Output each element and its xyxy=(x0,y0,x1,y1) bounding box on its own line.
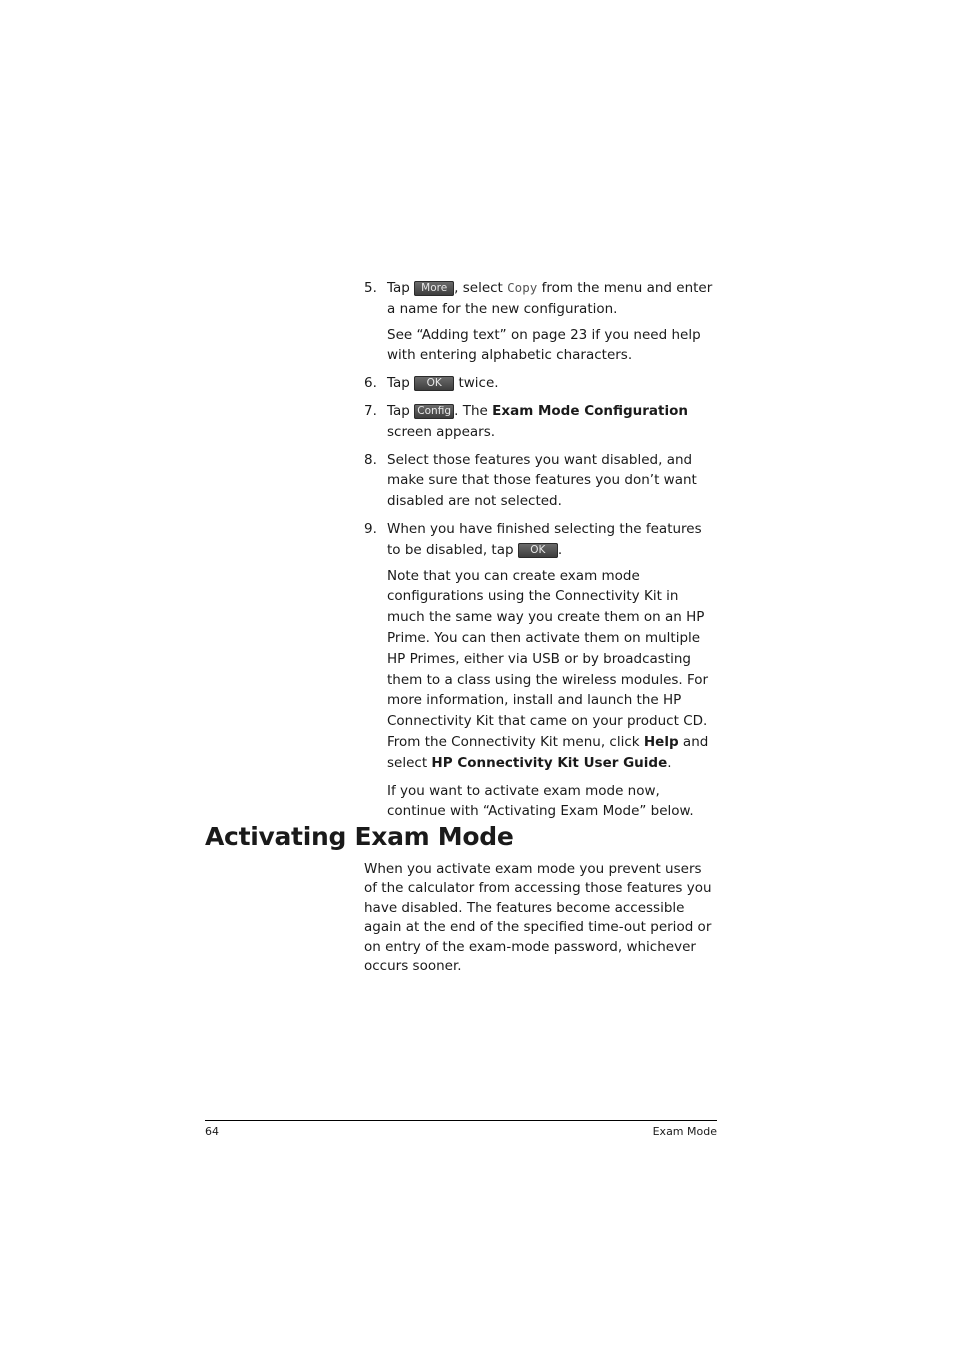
copy-command: Copy xyxy=(507,280,538,295)
step-number: 8. xyxy=(364,451,377,468)
page-number: 64 xyxy=(205,1125,219,1138)
continue-note: If you want to activate exam mode now, continue with “Activating Exam Mode” below. xyxy=(387,782,694,820)
step-text: When you have finished selecting the features to be disabled, tap OK . xyxy=(387,520,702,558)
step-number: 7. xyxy=(364,402,377,419)
step-7 xyxy=(364,401,716,443)
footer-rule xyxy=(205,1120,717,1121)
more-softkey-icon: More xyxy=(414,281,454,296)
chapter-name: Exam Mode xyxy=(652,1125,717,1138)
step-6 xyxy=(364,373,716,394)
connectivity-note: Note that you can create exam mode configurations using the Connectivity Kit in much the same way you create them on an HP Prime. You can then activate them on multiple HP Primes, either via USB or by broadcasting them to a class using the wireless modules. For more information, install and launch the HP Connectivity Kit that came on your product CD. From the Connectivity Kit menu, click Help and select HP Connectivity Kit User Guide. xyxy=(387,567,709,771)
step-number: 9. xyxy=(364,520,377,537)
ok-softkey-icon: OK xyxy=(414,376,454,391)
step-text: Select those features you want disabled, and make sure that those features you don’t want disabled are not selected. xyxy=(387,451,697,510)
config-softkey-icon: Config xyxy=(414,404,454,419)
step-number: 5. xyxy=(364,280,377,296)
section-heading: Activating Exam Mode xyxy=(205,822,514,851)
screen-name: Exam Mode Configuration xyxy=(492,402,688,419)
step-note: See “Adding text” on page 23 if you need help with entering alphabetic characters. xyxy=(387,326,701,364)
step-text: Tap More , select Copy from the menu and enter a name for the new configuration. xyxy=(387,280,713,317)
step-8 xyxy=(364,450,716,512)
step-text: Tap Config . The Exam Mode Configuration screen appears. xyxy=(387,402,688,440)
ok-softkey-icon: OK xyxy=(518,543,558,558)
step-list xyxy=(364,278,716,829)
step-number: 6. xyxy=(364,375,377,392)
step-text: Tap OK twice. xyxy=(387,375,499,392)
step-5 xyxy=(364,278,716,366)
section-body: When you activate exam mode you prevent users of the calculator from accessing those features you have disabled. The features become accessible again at the end of the specified time-out period or on entry of the exam-mode password, whichever occurs sooner. xyxy=(364,861,712,975)
step-9 xyxy=(364,519,716,822)
